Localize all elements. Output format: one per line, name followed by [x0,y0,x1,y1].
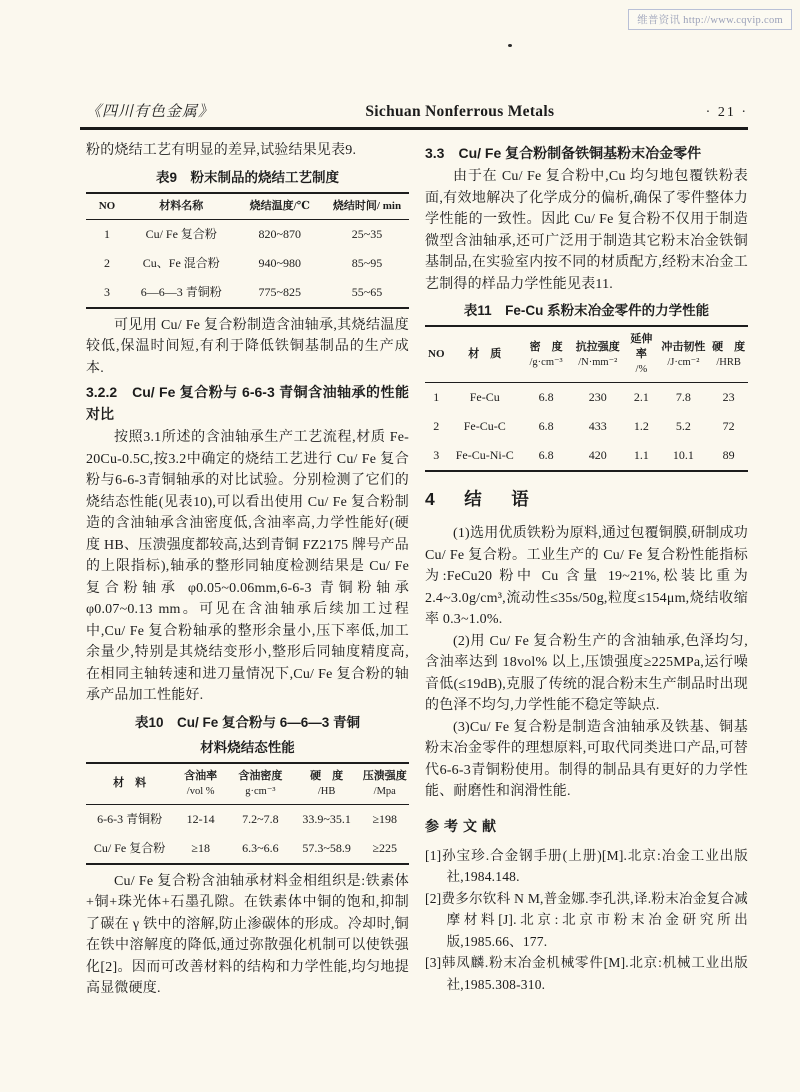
cell: Fe-Cu-C [463,419,506,433]
table11-title: 表11 Fe-Cu 系粉末冶金零件的力学性能 [463,303,710,318]
heading-3-2-2: 3.2.2 Cu/ Fe 复合粉与 6-6-3 青铜含油轴承的性能对比 [86,384,409,422]
header-line2: g·cm⁻³ [245,785,276,797]
paragraph-comparison-test: 按照3.1所述的含油轴承生产工艺流程,材质 Fe-20Cu-0.5C,按3.2中确定的烧结工艺进行 Cu/ Fe 复合粉与6-6-3青铜轴承的对比试验。分别检测了它们的烧结态性能(见表10),可以看出使用 Cu/ Fe 复合粉制造的含油轴承含油密度低,含油率高,力学性能好(硬度 HB、压溃强度都较高,达到青铜 FZ2175 牌号产品的上限指标),轴承的整形同轴度检测结果是 Cu/ Fe 复合粉轴承 φ0.05~0.06mm,6-6-3 青铜粉轴承 φ0.07~0.13 mm。可见在含油轴承后续加工过程中,Cu/ Fe 复合粉轴承的整形余量小,压下率低,加工余量少,特别是其烧结变形小,整形后同轴度精度高,在相同主轴转速和进刀量情况下,Cu/ Fe 复合粉的轴承产品加工性能好. [86,430,409,703]
cell: 7.2~7.8 [242,811,279,826]
cell: 89 [722,448,735,462]
header-line2: /g·cm⁻³ [529,356,563,368]
header-line1: 材 料 [113,777,147,789]
table-row [86,834,409,864]
cell: 85~95 [351,255,383,270]
header-line1: 抗拉强度 [575,340,620,353]
cell: Fe-Cu-Ni-C [455,448,514,462]
table11-col-material [448,326,522,383]
table9-col-temp: 烧结温度/℃ [249,199,310,212]
cell: 6—6—3 青铜粉 [140,284,222,299]
table10-col-oilrate [173,763,228,805]
paragraph-conclusion-1: (1)选用优质铁粉为原料,通过包覆铜膜,研制成功 Cu/ Fe 复合粉。工业生产的 Cu/ Fe 复合粉性能指标为:FeCu20 粉中 Cu 含量 19~21%,松装比重为 2.4~3.0g/cm³,流动性≤35s/50g,粒度≤154μm,烧结收缩率 0.3~1.0%. [425,526,748,627]
header-line2: /Mpa [373,785,396,797]
header-line2: /vol % [186,785,215,797]
cell: 12-14 [186,811,215,826]
table11-col-elongation [625,326,657,383]
paragraph-sintering-diff: 粉的烧结工艺有明显的差异,试验结果见表9. [86,143,357,158]
table-row [425,441,748,471]
journal-title-en: Sichuan Nonferrous Metals [365,103,555,120]
header-line1: 密 度 [529,340,563,353]
table-row [425,383,748,413]
cell: 3 [103,284,110,299]
table11 [425,325,748,472]
cell: 1 [103,226,110,241]
table11-col-hardness [709,326,748,383]
table-row [425,412,748,441]
table9-title: 表9 粉末制品的烧结工艺制度 [155,169,339,185]
cell: 1.1 [633,448,649,462]
paragraph-bearing-benefit: 可见用 Cu/ Fe 复合粉制造含油轴承,其烧结温度较低,保温时间短,有利于降低铁铜基制品的生产成本. [86,317,409,376]
cell: Cu、Fe 混合粉 [142,255,220,270]
cell: 6-6-3 青铜粉 [97,811,163,826]
paragraph-conclusion-2: (2)用 Cu/ Fe 复合粉生产的含油轴承,色泽均匀,含油率达到 18vol% 以上,压馈强度≥225MPa,运行噪音低(≤19dB),克服了传统的混合粉末生产制品时出现的色泽不均匀,力学性能不稳定等缺点. [425,633,748,713]
header-line1: 硬 度 [310,769,344,782]
header-line1: 延伸率 [630,333,653,360]
header-line1: 含油率 [184,769,218,782]
header-line1: NO [428,348,445,360]
left-column [86,140,409,1000]
table9 [86,192,409,309]
reference-item: [1]孙宝珍.合金钢手册(上册)[M].北京:冶金工业出版社,1984.148. [425,847,748,884]
cell: 1 [433,390,440,404]
page-number: · 21 · [705,105,748,120]
cell: 433 [588,419,607,433]
table10-title-line1: 表10 Cu/ Fe 复合粉与 6—6—3 青铜 [134,714,361,730]
table10-col-crush [361,763,409,805]
cell: ≥225 [372,840,398,855]
cell: 10.1 [672,448,694,462]
cell: 2 [103,255,110,270]
table11-header-row [425,326,748,383]
table10 [86,762,409,865]
cell: Cu/ Fe 复合粉 [93,840,166,855]
header-line2: /% [635,364,648,375]
header-line2: /N·mm⁻² [578,356,618,368]
cell: 5.2 [675,419,691,433]
cell: 72 [722,419,735,433]
cell: 775~825 [258,284,302,299]
heading-conclusion: 4 结 语 [425,489,535,509]
header-line2: /HB [317,785,336,797]
cell: 7.8 [675,390,691,404]
cell: ≥18 [191,840,210,855]
cell: 57.3~58.9 [302,840,351,855]
table-row [86,278,409,308]
paragraph-microstructure: Cu/ Fe 复合粉含油轴承材料金相组织是:铁素体+铜+珠光体+石墨孔隙。在铁素体中铜的饱和,抑制了碳在 γ 铁中的溶解,防止渗碳体的形成。冷却时,铜在铁中溶解度的降低,通过弥散强化机制可以使铁强化[2]。因而可改善材料的结构和力学性能,均匀地提高显微硬度. [86,873,409,996]
cell: 940~980 [258,255,302,270]
table10-title-line2: 材料烧结态性能 [200,739,295,755]
table11-col-tensile [570,326,625,383]
table11-col-no [425,326,448,383]
header-line2: /HRB [716,356,741,368]
paragraph-conclusion-3: (3)Cu/ Fe 复合粉是制造含油轴承及铁基、铜基粉末冶金零件的理想原料,可取代同类进口产品,可替代6-6-3青铜粉使用。制得的制品具有更好的力学性能、耐磨性和润滑性能. [425,719,748,799]
cell: 33.9~35.1 [302,811,351,826]
table10-col-material [86,763,173,805]
table9-col-material: 材料名称 [159,199,204,212]
table9-col-time: 烧结时间/ min [332,199,402,212]
cell: ≥198 [372,811,398,826]
cell: 230 [588,390,607,404]
page-header [86,100,748,121]
paragraph-coating-uniformity: 由于在 Cu/ Fe 复合粉中,Cu 均匀地包覆铁粉表面,有效地解决了化学成分的偏析,确保了零件整体力学性能的一致性。因此 Cu/ Fe 复合粉不仅用于制造微型含油轴承,还可广泛用于制造其它粉末冶金铁铜基制品,在实验室内按不同的材质配方,经粉末冶金工艺制得的样品力学性能见表11. [425,169,748,292]
heading-3-3: 3.3 Cu/ Fe 复合粉制备铁铜基粉末冶金零件 [425,145,702,161]
watermark-badge[interactable]: 维普资讯 http://www.cqvip.com [628,9,792,30]
cell: Fe-Cu [469,390,500,404]
cell: 2 [433,419,440,433]
cell: 25~35 [351,226,383,241]
ink-dot [508,44,512,47]
table9-header-row [86,193,409,220]
two-column-body [86,140,748,1000]
table10-header-row [86,763,409,805]
table11-col-impact [658,326,710,383]
cell: 55~65 [351,284,383,299]
references-heading: 参考文献 [425,817,501,834]
table-row [86,219,409,249]
cell: 6.3~6.6 [242,840,279,855]
header-line1: 压溃强度 [362,769,407,782]
journal-title-cn: 《四川有色金属》 [86,104,215,120]
cell: 1.2 [633,419,649,433]
header-line2: /J·cm⁻² [667,356,700,368]
cell: 6.8 [538,390,554,404]
cell: 820~870 [258,226,302,241]
cell: 2.1 [633,390,649,404]
table11-col-density [522,326,570,383]
header-line1: 含油密度 [238,769,283,782]
references-list [425,845,748,996]
cell: 3 [433,448,440,462]
cell: 420 [588,448,607,462]
cell: 23 [722,390,735,404]
header-line1: 冲击韧性 [661,340,706,353]
cell: Cu/ Fe 复合粉 [145,226,217,241]
table10-col-hardness [293,763,361,805]
header-rule [80,127,748,130]
reference-item: [3]韩凤麟.粉末冶金机械零件[M].北京:机械工业出版社,1985.308-310. [425,955,748,992]
table9-col-no: NO [98,199,116,212]
header-line1: 材 质 [468,348,502,360]
table-row [86,249,409,278]
right-column [425,140,748,1000]
table10-col-density [228,763,293,805]
header-line1: 硬 度 [712,340,746,353]
table-row [86,804,409,834]
cell: 6.8 [538,448,554,462]
cell: 6.8 [538,419,554,433]
reference-item: [2]费多尔钦科 N M,普金娜.李孔洪,译.粉末冶金复合减摩材料[J].北京:北京市粉末冶金研究所出版,1985.66、177. [425,890,748,949]
